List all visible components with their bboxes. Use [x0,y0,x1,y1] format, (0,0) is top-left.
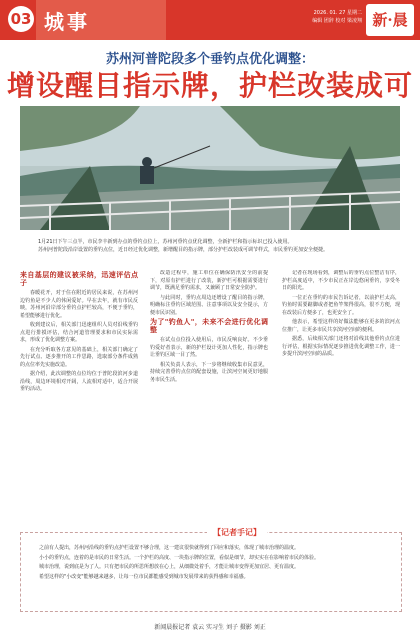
paragraph: 小小的垂钓点，连着的是市民的日常生活。一个护栏的高度、一块指示牌的位置，看似是细节，却实实在在影响着市民的体验。 [39,554,320,561]
paragraph: 相关负责人表示，下一步将继续收集市民意见，持续完善垂钓点位的配套设施，让滨河空间更好地服务市民生活。 [150,361,268,383]
paragraph: 希望这样的"小改变"能够越来越多，让每一位市民都能感受到城市发展带来的获得感和幸福感。 [39,573,249,580]
paragraph: 在充分听取各方意见的基础上，相关部门确定了先行试点、逐步推开的工作思路，选取部分条件成熟的点位率先实施改造。 [20,346,138,368]
byline-credits: 新闻晨报记者 袁云 实习生 刘子 摄影 刘正 [154,624,266,631]
paragraph: 据介绍，此次调整的点位均位于普陀段滨河步道沿线，周边环境相对开阔，人流相对适中，适合开展垂钓活动。 [20,371,138,392]
date-line: 2026. 01. 27 星期二 [313,10,362,16]
editor-line: 编辑 团辞 校对 梁凌翔 [312,18,362,24]
subheading: 为了"钓鱼人"，未来不会进行优化调整 [150,318,268,334]
article-headline: 增设醒目指示牌，护栏改装成可 [6,69,413,102]
article-column-1 [20,270,138,528]
section-name: 城事 [44,10,90,34]
paragraph: 春暖花开，对于住在附近的居民来说，在苏州河边钓鱼是不少人的休闲爱好。早在去年，就有市民反映，苏州河沿岸部分垂钓点护栏较高，不便于垂钓，希望能够进行优化。 [20,290,138,319]
paragraph: 据悉，后续相关部门还将对沿线其他垂钓点位进行评估，根据实际情况逐步推进优化调整工作，进一步提升滨河空间的品质。 [282,336,400,357]
paragraph: 他表示，希望这样的好做法能够在更多的滨河点位推广，让更多市民共享滨河空间的便利。 [282,319,400,333]
logo-text: 新·晨 [372,11,408,29]
caption-line: 苏州河普陀段沿岸设置的垂钓点位，近日经过优化调整，新增醒目的指示牌，部分护栏改装成可调节样式，市民垂钓更加安全便捷。 [38,247,329,253]
news-photo [20,106,400,230]
paragraph: 一位正在垂钓的市民告诉记者，以前护栏太高，钓鱼时需要踮脚或者把鱼竿架得很高，很不方便，现在改装后方便多了，也更安全了。 [282,294,400,316]
header-info [312,9,362,25]
editor-note-title: 【记者手记】 [207,527,267,538]
editor-note-box [20,528,402,612]
article-column-3 [282,270,400,528]
paragraph: 与此同时，垂钓点周边还增设了醒目的指示牌，明确标注垂钓区域范围、注意事项以及安全提示，方便市民识别。 [150,294,268,316]
paragraph: 改造过程中，施工单位在确保防汛安全的前提下，对原有护栏进行了改装，新护栏可根据需要进行调节，既满足垂钓需求，又兼顾了日常安全防护。 [150,270,268,291]
paragraph: 收到建议后，相关部门迅速组织人员对沿线垂钓点进行排摸评估，结合河道管理要求和市民实际需求，形成了优化调整方案。 [20,322,138,343]
article-column-2 [150,270,268,528]
caption-line: 1月21日下午三点半，市民李丰新到办点的垂钓点位上，苏州河垂钓点优化调整，全新护栏和指示标识已投入使用。 [38,239,293,245]
river-scene-illustration [20,106,400,230]
photo-caption [38,238,388,254]
paragraph: 记者在现场看到，调整后的垂钓点位整洁有序，护栏高度适中，不少市民正在岸边悠闲垂钓，享受冬日的阳光。 [282,270,400,291]
paragraph: 在试点点位投入使用后，市民反响良好。不少垂钓爱好者表示，新的护栏设计更加人性化，指示牌也让垂钓区域一目了然。 [150,337,268,358]
paragraph: 之前有人提出，苏州河沿线的垂钓点护栏设置不够合理，这一建议很快就得到了回应和落实，体现了城市治理的温度。 [39,545,300,551]
subheading: 来自基层的建议被采纳，迅速评估点子 [20,271,138,287]
paragraph: 城市治理，说到底是为了人。只有把市民的所思所想放在心上，从细微处着手，才能让城市变得更加宜居、更有温度。 [39,564,300,570]
article-kicker: 苏州河普陀段多个垂钓点优化调整： [105,52,314,67]
newspaper-logo [366,4,414,36]
section-number: 03 [8,6,34,32]
editor-note-text [29,545,393,583]
